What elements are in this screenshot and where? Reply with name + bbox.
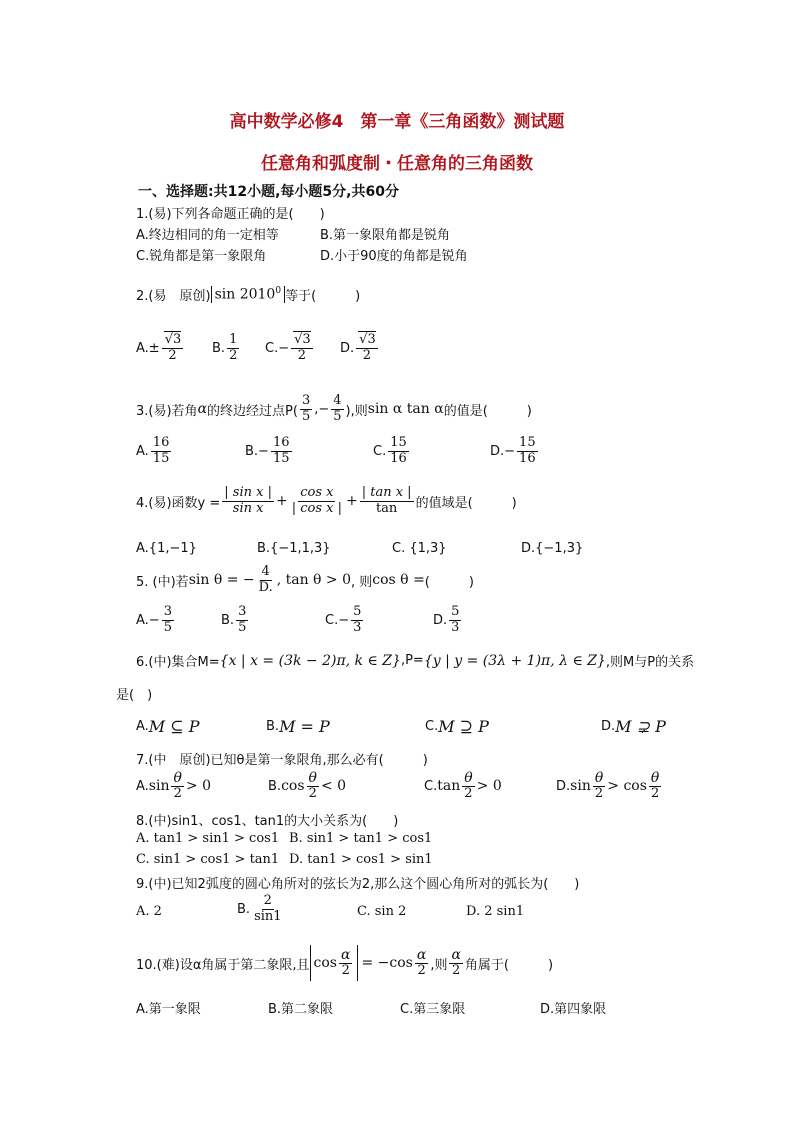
q1-option-c: C.锐角都是第一象限角 <box>136 249 267 264</box>
q7-option-a: A. sin $\frac{\theta}{2}$ > 0 <box>136 770 212 802</box>
question-6-continued: 是( ) <box>116 688 153 703</box>
q5-option-d: D. $\frac{5}{3}$ <box>433 604 460 635</box>
q8-option-b: B. sin1 > tan1 > cos1 <box>289 831 433 846</box>
q3-option-a: A. $\frac{16}{15}$ <box>136 435 170 466</box>
q3-option-b: B.− $\frac{16}{15}$ <box>245 435 290 466</box>
q1-option-d: D.小于90度的角都是锐角 <box>320 249 468 264</box>
q4-option-c: C. {1,3} <box>392 541 447 556</box>
q10-option-d: D.第四象限 <box>540 1002 607 1017</box>
q7-option-b: B. cos $\frac{\theta}{2}$ < 0 <box>268 770 347 802</box>
q8-option-d: D. tan1 > cos1 > sin1 <box>289 852 433 867</box>
main-title: 高中数学必修4 第一章《三角函数》测试题 <box>229 112 565 132</box>
q8-option-c: C. sin1 > cos1 > tan1 <box>136 852 280 867</box>
sub-title: 任意角和弧度制・任意角的三角函数 <box>261 154 533 174</box>
q4-option-a: A.{1,−1} <box>136 541 197 556</box>
q6-option-c: C. M ⊇ P <box>425 717 489 736</box>
question-2-stem: 2.(易 原创) sin 2010$^0$ 等于( ) <box>136 286 361 304</box>
q4-option-d: D.{−1,3} <box>521 541 584 556</box>
q2-option-d: D. $\frac{√3}{2}$ <box>340 332 376 363</box>
question-8-stem: 8.(中)sin1、cos1、tan1的大小关系为( ) <box>136 814 399 829</box>
q10-option-a: A.第一象限 <box>136 1002 201 1017</box>
q2-abs-expr: sin 2010$^0$ <box>211 286 286 303</box>
q2-option-c: C.− $\frac{√3}{2}$ <box>265 332 311 363</box>
q9-option-d: D. 2 sin1 <box>466 904 525 919</box>
q3-option-c: C. $\frac{15}{16}$ <box>373 435 407 466</box>
q4-option-b: B.{−1,1,3} <box>257 541 331 556</box>
q5-option-a: A.− $\frac{3}{5}$ <box>136 604 172 635</box>
q7-option-d: D. sin $\frac{\theta}{2}$ > cos $\frac{\theta}{2}$ <box>556 770 660 802</box>
q3-option-d: D.− $\frac{15}{16}$ <box>490 435 536 466</box>
q1-option-a: A.终边相同的角一定相等 <box>136 228 279 243</box>
section-heading: 一、选择题:共12小题,每小题5分,共60分 <box>138 184 399 200</box>
q2-option-a: A.± $\frac{√3}{2}$ <box>136 332 182 363</box>
question-4-stem: 4.(易)函数y = $\frac{\text{| sin x |}}{\text{sin x}}$ + $\frac{\text{cos x}}{\text{| cos x |}}$ + $\frac{\text{| tan x |}}{\tan}$ 的值域是( ) <box>136 485 517 516</box>
q9-option-b: B. $\frac{2}{\sin 1}$ <box>237 893 282 924</box>
question-9-stem: 9.(中)已知2弧度的圆心角所对的弦长为2,那么这个圆心角所对的弧长为( ) <box>136 877 580 892</box>
q6-option-a: A. M ⊆ P <box>136 717 200 736</box>
q7-option-c: C. tan $\frac{\theta}{2}$ > 0 <box>424 770 502 802</box>
set-p-expr: {y | y = (3λ + 1)π, λ ∈ Z} <box>423 652 606 669</box>
question-7-stem: 7.(中 原创)已知θ是第一象限角,那么必有( ) <box>136 753 428 768</box>
q6-option-d: D. M ⊋ P <box>601 717 666 736</box>
question-10-stem: 10.(难)设α角属于第二象限,且 cos $\frac{\alpha}{2}$ = −cos $\frac{\alpha}{2}$ ,则 $\frac{\alpha}{2}$ 角属于( ) <box>136 945 553 981</box>
q9-option-a: A. 2 <box>136 904 162 919</box>
question-3-stem: 3.(易)若角 α 的终边经过点P( $\frac{3}{5}$ ,− $\frac{4}{5}$ ),则 sin α tan α 的值是( ) <box>136 393 532 424</box>
q10-option-c: C.第三象限 <box>400 1002 466 1017</box>
question-1-stem: 1.(易)下列各命题正确的是( ) <box>136 207 325 222</box>
q9-option-c: C. sin 2 <box>357 904 407 919</box>
question-5-stem: 5. (中)若 sin θ = − $\frac{4}{D.}$ , tan θ > 0 , 则 cos θ = ( ) <box>136 564 474 595</box>
q6-option-b: B. M = P <box>266 717 330 736</box>
q8-option-a: A. tan1 > sin1 > cos1 <box>136 831 280 846</box>
question-6-stem: 6.(中)集合M= {x | x = (3k − 2)π, k ∈ Z} ,P= {y | y = (3λ + 1)π, λ ∈ Z} ,则M与P的关系 <box>136 652 695 670</box>
q5-option-c: C.− $\frac{5}{3}$ <box>325 604 362 635</box>
q10-abs-cos: cos $\frac{\alpha}{2}$ <box>310 945 359 981</box>
q5-option-b: B. $\frac{3}{5}$ <box>221 604 247 635</box>
q1-option-b: B.第一象限角都是锐角 <box>320 228 451 243</box>
q10-option-b: B.第二象限 <box>268 1002 334 1017</box>
q2-option-b: B. $\frac{1}{2}$ <box>212 332 238 363</box>
set-m-expr: {x | x = (3k − 2)π, k ∈ Z} <box>219 652 401 669</box>
